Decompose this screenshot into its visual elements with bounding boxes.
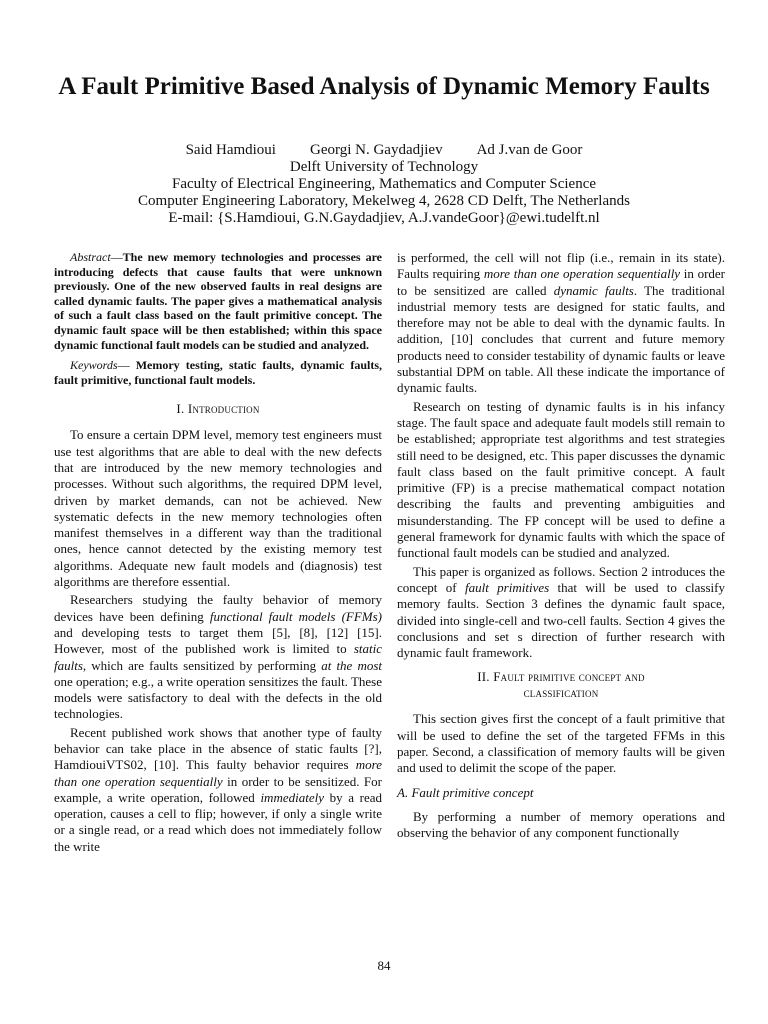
affiliation-lab: Computer Engineering Laboratory, Mekelweg 4, 2628 CD Delft, The Netherlands: [138, 193, 630, 209]
section-2-paragraph-1: This section gives first the concept of a fault primitive that will be used to define the set of the targeted FFMs in this paper. Second, a classification of memory faults will be given and used to delimit the scope of the paper.: [397, 711, 725, 776]
right-column: [397, 250, 725, 844]
author-block: [40, 142, 728, 227]
affiliation-email: E-mail: {S.Hamdioui, G.N.Gaydadjiev, A.J.vandeGoor}@ewi.tudelft.nl: [168, 210, 600, 226]
section-1-heading: I. Introduction: [176, 401, 260, 417]
paper-title: A Fault Primitive Based Analysis of Dynamic Memory Faults: [58, 73, 710, 100]
keywords: Keywords— Memory testing, static faults, dynamic faults, fault primitive, functional fault models.: [54, 358, 383, 387]
section-2-heading: II. Fault primitive concept and classification: [477, 669, 645, 701]
intro-paragraph-2: Researchers studying the faulty behavior of memory devices have been defining functional fault models (FFMs) and developing tests to target them [5], [8], [12] [15]. However, most of the published work is limited to static faults, which are faults sensitized by performing at the most one operation; e.g., a write operation sensitizes the fault. These models were satisfactory to deal with the defects in the old technologies.: [54, 592, 382, 722]
keywords-text: Memory testing, static faults, dynamic faults, fault primitive, functional fault models.: [54, 358, 383, 387]
affiliation-faculty: Faculty of Electrical Engineering, Mathematics and Computer Science: [171, 176, 597, 192]
author-2: Georgi N. Gaydadjiev: [309, 142, 443, 158]
abstract-label: Abstract: [70, 250, 111, 264]
abstract-text: The new memory technologies and processes are introducing defects that cause faults that were unknown previously. One of the new observed faults in real designs are called dynamic faults. The paper gives a mathematical analysis of such a fault class based on the fault primitive concept. The dynamic fault space will be then established; within this space dynamic functional fault models can be studied and analyzed.: [54, 250, 382, 352]
intro-paragraph-3-continued: is performed, the cell will not flip (i.e., remain in its state). Faults requiring more than one operation sequentially in order to be sensitized are called dynamic faults. The traditional industrial memory tests are designed for static faults, and therefore may not be able to deal with the dynamic faults. In addition, [10] concludes that current and future memory products need to consider testability of dynamic faults or leave substantial DPM on table. All these indicate the importance of dynamic faults.: [397, 250, 725, 396]
keywords-label: Keywords: [70, 358, 118, 373]
section-2-paragraph-2: By performing a number of memory operations and observing the behavior of any component functionally: [397, 808, 725, 841]
intro-paragraph-1: To ensure a certain DPM level, memory test engineers must use test algorithms that are able to deal with the new defects that are introduced by the new memory technologies and processes. Without such algorithms, the required DPM level, driven by market demands, can not be achieved. New systematic defects in the new memory technologies often manifest themselves in a different way than the traditional ones, hence cannot detected by the existing memory test algorithms. Adequate new fault models and (diagnosis) test algorithms are therefore essential.: [54, 427, 382, 590]
subsection-heading: A. Fault primitive concept: [397, 784, 534, 800]
abstract: Abstract—The new memory technologies and processes are introducing defects that cause faults that were unknown previously. One of the new observed faults in real designs are called dynamic faults. The paper gives a mathematical analysis of such a fault class based on the fault primitive concept. The dynamic fault space will be then established; within this space dynamic functional fault models can be studied and analyzed.: [54, 250, 382, 352]
intro-paragraph-3: Recent published work shows that another type of faulty behavior can take place in the absence of static faults [?], HamdiouiVTS02, [10]. This faulty behavior requires more than one operation sequentially in order to be sensitized. For example, a write operation, followed immediately by a read operation, causes a cell to flip; however, if only a single write or a single read, or a read which does not immediately follow the write: [54, 724, 382, 854]
page-number: 84: [377, 958, 391, 973]
left-column: [54, 250, 382, 857]
affiliation-university: Delft University of Technology: [289, 159, 479, 175]
intro-paragraph-5: This paper is organized as follows. Section 2 introduces the concept of fault primitives that will be used to classify memory faults. Section 3 defines the dynamic fault space, divided into single-cell and two-cell faults. Section 4 gives the conclusions and set s direction of further research with dynamic fault framework.: [397, 563, 725, 661]
intro-paragraph-4: Research on testing of dynamic faults is in his infancy stage. The fault space and adequate fault models still remain to be established; appropriate test algorithms and test strategies still need to be designed, etc. This paper discusses the dynamic fault class based on the fault primitive concept. A fault primitive (FP) is a precise mathematical compact notation describing the faults and preventing ambiguities and misunderstanding. The FP concept will be used to define a general framework for dynamic faults with which the space of functional fault models can be studied and analyzed.: [397, 398, 725, 561]
author-1: Said Hamdioui: [185, 142, 276, 158]
author-list: [40, 142, 728, 159]
author-3: Ad J.van de Goor: [476, 142, 583, 158]
